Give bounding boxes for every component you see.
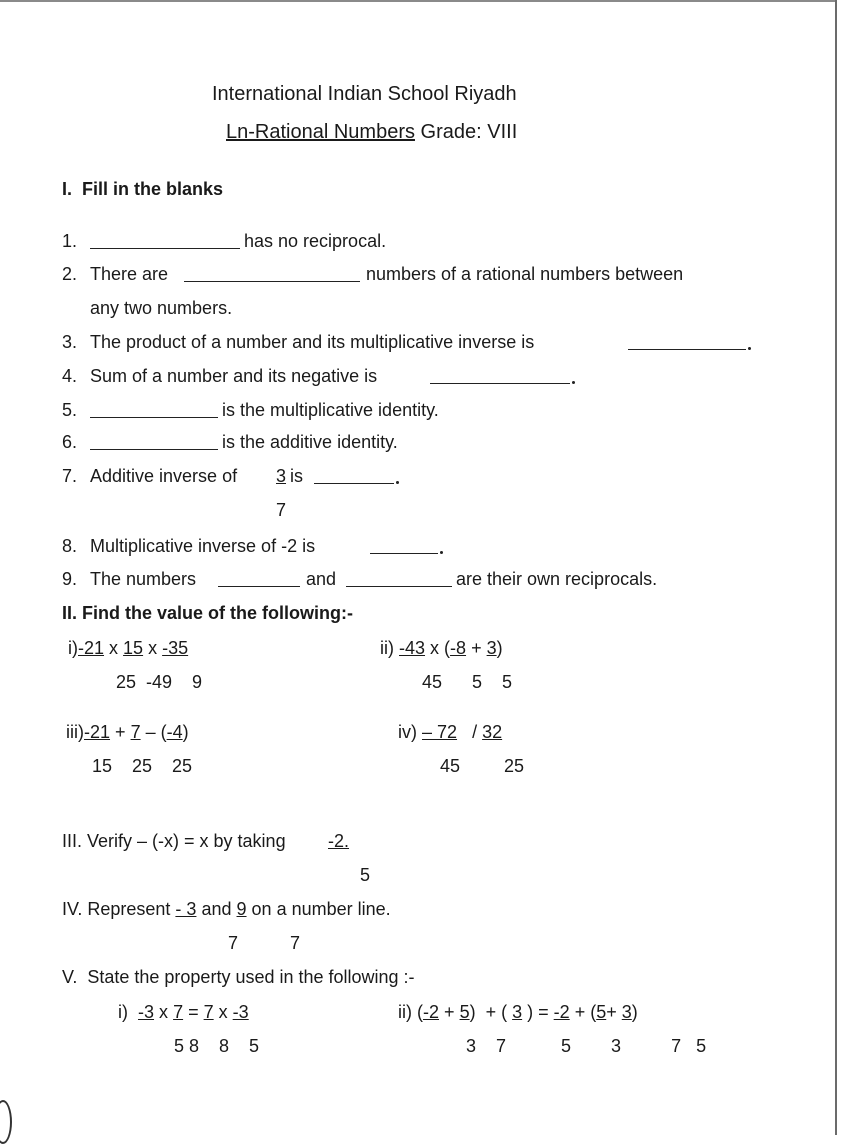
problem-i-denominators: 25 -49 9 bbox=[116, 672, 203, 692]
problem-iv-denominator-a: 45 bbox=[440, 756, 461, 776]
section5-title: V. State the property used in the following :- bbox=[62, 967, 415, 987]
q7-blank bbox=[314, 483, 394, 484]
problem-iii-expression: iii)-21 + 7 – (-4) bbox=[66, 722, 189, 742]
problem-ii-expression: ii) -43 x (-8 + 3) bbox=[380, 638, 503, 658]
q8-text: Multiplicative inverse of -2 is bbox=[90, 536, 316, 556]
q3-period bbox=[748, 347, 751, 350]
q6-number: 6. bbox=[62, 432, 78, 452]
q1-blank bbox=[90, 248, 240, 249]
q8-period bbox=[440, 551, 443, 554]
q1-number: 1. bbox=[62, 231, 78, 251]
q9-text-post: are their own reciprocals. bbox=[456, 569, 658, 589]
q9-blank-2 bbox=[346, 586, 452, 587]
worksheet-title bbox=[226, 120, 517, 144]
subject-title: Ln-Rational Numbers bbox=[226, 121, 415, 143]
q9-blank-1 bbox=[218, 586, 300, 587]
section1-title: I. Fill in the blanks bbox=[62, 179, 224, 199]
q7-fraction-numerator: 3 bbox=[276, 466, 287, 486]
q9-text-mid: and bbox=[306, 569, 337, 589]
q2-text-post: numbers of a rational numbers between bbox=[366, 264, 684, 284]
q7-number: 7. bbox=[62, 466, 78, 486]
problem-iii-denominators: 15 25 25 bbox=[92, 756, 193, 776]
q8-blank bbox=[370, 553, 438, 554]
problem-iv-denominator-b: 25 bbox=[504, 756, 525, 776]
page-top-border bbox=[0, 0, 837, 2]
q4-number: 4. bbox=[62, 366, 78, 386]
property-i-expression: i) -3 x 7 = 7 x -3 bbox=[118, 1002, 249, 1022]
q2-text-line2: any two numbers. bbox=[90, 298, 233, 318]
page-right-border bbox=[835, 0, 837, 1135]
q1-text: has no reciprocal. bbox=[244, 231, 387, 251]
q8-number: 8. bbox=[62, 536, 78, 556]
section2-title: II. Find the value of the following:- bbox=[62, 603, 353, 623]
q3-blank bbox=[628, 349, 746, 350]
q7-period bbox=[396, 481, 399, 484]
q6-blank bbox=[90, 449, 218, 450]
q7-text: Additive inverse of bbox=[90, 466, 238, 486]
q7-is: is bbox=[290, 466, 303, 486]
q2-number: 2. bbox=[62, 264, 78, 284]
property-ii-expression: ii) (-2 + 5) + ( 3 ) = -2 + (5+ 3) bbox=[398, 1002, 638, 1022]
section4-denominator-b: 7 bbox=[290, 933, 301, 953]
q2-blank bbox=[184, 281, 360, 282]
q2-text-pre: There are bbox=[90, 264, 169, 284]
scan-edge-artifact bbox=[0, 1100, 12, 1144]
q9-text-pre: The numbers bbox=[90, 569, 197, 589]
section4-denominator-a: 7 bbox=[228, 933, 239, 953]
problem-iv-expression: iv) – 72 / 32 bbox=[398, 722, 503, 742]
problem-i-expression: i)-21 x 15 x -35 bbox=[68, 638, 189, 658]
section3-fraction-denominator: 5 bbox=[360, 865, 371, 885]
q6-text: is the additive identity. bbox=[222, 432, 398, 452]
q5-number: 5. bbox=[62, 400, 78, 420]
section3-fraction-numerator: -2. bbox=[328, 831, 350, 851]
q9-number: 9. bbox=[62, 569, 78, 589]
q3-text: The product of a number and its multiplicative inverse is bbox=[90, 332, 535, 352]
q4-text: Sum of a number and its negative is bbox=[90, 366, 378, 386]
q5-blank bbox=[90, 417, 218, 418]
q3-number: 3. bbox=[62, 332, 78, 352]
q4-blank bbox=[430, 383, 570, 384]
school-name: International Indian School Riyadh bbox=[212, 83, 517, 105]
problem-ii-denominators: 45 5 5 bbox=[422, 672, 513, 692]
q5-text: is the multiplicative identity. bbox=[222, 400, 439, 420]
section3-text: III. Verify – (-x) = x by taking bbox=[62, 831, 286, 851]
q7-fraction-denominator: 7 bbox=[276, 500, 287, 520]
section4-expression: IV. Represent - 3 and 9 on a number line. bbox=[62, 899, 391, 919]
property-ii-denominators: 3 7 5 3 7 5 bbox=[466, 1036, 707, 1056]
q4-period bbox=[572, 381, 575, 384]
grade-label: Grade: VIII bbox=[414, 121, 518, 143]
property-i-denominators: 5 8 8 5 bbox=[174, 1036, 260, 1056]
